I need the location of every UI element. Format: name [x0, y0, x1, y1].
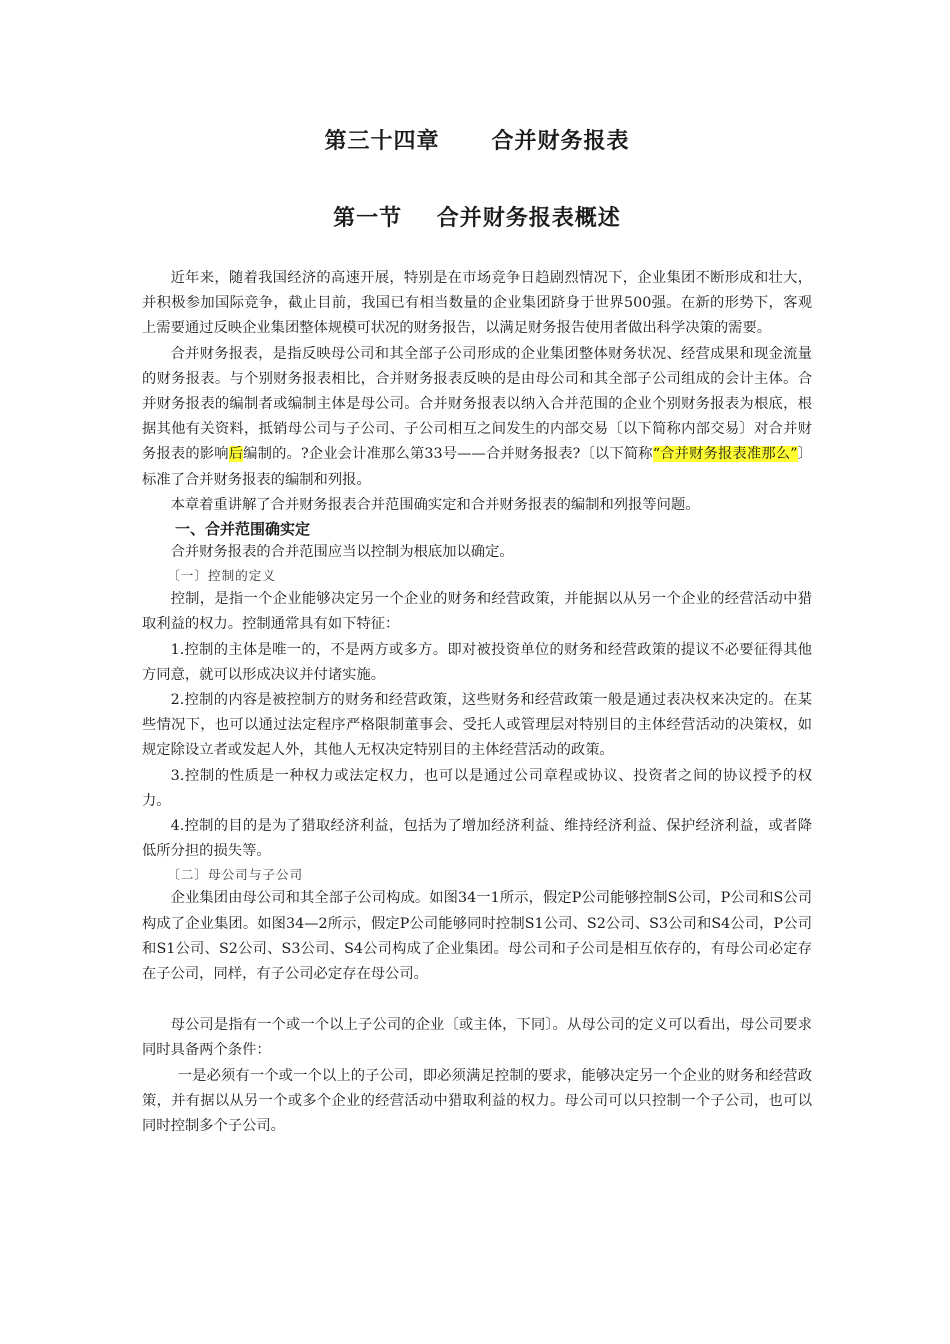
subheading-control-definition: 〔一〕控制的定义	[167, 568, 276, 584]
list-item-control-4: 4.控制的目的是为了猎取经济利益，包括为了增加经济利益、维持经济利益、保护经济利益，或者降低所分担的损失等。	[142, 818, 812, 860]
paragraph-scope: 合并财务报表的合并范围应当以控制为根底加以确定。	[170, 544, 514, 561]
paragraph-chapter-summary: 本章着重讲解了合并财务报表合并范围确实定和合并财务报表的编制和列报等问题。	[170, 496, 700, 513]
highlighted-text: “合并财务报表准那么”	[652, 446, 798, 463]
section-title: 第一节 合并财务报表概述	[333, 206, 621, 231]
paragraph-intro: 近年来，随着我国经济的高速开展，特别是在市场竞争日趋剧烈情况下，企业集团不断形成和壮大，并积极参加国际竞争，截止目前，我国已有相当数量的企业集团跻身于世界500强。在新的形势下，客观上需要通过反映企业集团整体规模可状况的财务报告，以满足财务报告使用者做出科学决策的需要。	[142, 270, 812, 337]
paragraph-enterprise-group: 企业集团由母公司和其全部子公司构成。如图34一1所示，假定P公司能够控制S公司，P公司和S公司构成了企业集团。如图34—2所示，假定P公司能够同时控制S1公司、S2公司、S3公司和S4公司，P公司和S1公司、S2公司、S3公司、S4公司构成了企业集团。母公司和子公司是相互依存的，有母公司必定存在子公司，同样，有子公司必定存在母公司。	[142, 890, 812, 983]
paragraph-definition	[142, 342, 812, 493]
list-item-control-3: 3.控制的性质是一种权力或法定权力，也可以是通过公司章程或协议、投资者之间的协议授予的权力。	[142, 767, 812, 809]
blank-line	[142, 987, 812, 1013]
list-item-control-2: 2.控制的内容是被控制方的财务和经营政策，这些财务和经营政策一般是通过表决权来决定的。在某些情况下，也可以通过法定程序严格限制董事会、受托人或管理层对特别目的主体经营活动的决策权，如规定除设立者或发起人外，其他人无权决定特别目的主体经营活动的政策。	[142, 692, 812, 759]
paragraph-definition-part-3: 〕标准了合并财务报表的编制和列报。	[142, 446, 812, 488]
paragraph-definition-part-2: 编制的。?企业会计准那么第33号——合并财务报表?〔以下简称	[243, 446, 653, 463]
highlighted-text: 后	[228, 446, 244, 463]
subheading-parent-subsidiary: 〔二〕母公司与子公司	[167, 867, 304, 883]
heading-consolidation-scope: 一、合并范围确实定	[175, 520, 311, 539]
paragraph-parent-company: 母公司是指有一个或一个以上子公司的企业〔或主体，下同〕。从母公司的定义可以看出，母公司要求同时具备两个条件：	[142, 1017, 812, 1059]
list-item-control-1: 1.控制的主体是唯一的，不是两方或多方。即对被投资单位的财务和经营政策的提议不必要征得其他方同意，就可以形成决议并付诸实施。	[142, 641, 812, 683]
paragraph-definition-part-1: 合并财务报表，是指反映母公司和其全部子公司形成的企业集团整体财务状况、经营成果和现金流量的财务报表。与个别财务报表相比，合并财务报表反映的是由母公司和其全部子公司组成的会计主体。合并财务报表的编制者或编制主体是母公司。合并财务报表以纳入合并范围的企业个别财务报表为根底，根据其他有关资料，抵销母公司与子公司、子公司相互之间发生的内部交易〔以下简称内部交易〕对合并财务报表的影响	[142, 345, 812, 463]
body-text	[142, 266, 812, 1139]
paragraph-condition-1: 一是必须有一个或一个以上的子公司，即必须满足控制的要求，能够决定另一个企业的财务和经营政策，并有据以从另一个或多个企业的经营活动中猎取利益的权力。母公司可以只控制一个子公司，也可以同时控制多个子公司。	[142, 1067, 812, 1135]
paragraph-control: 控制，是指一个企业能够决定另一个企业的财务和经营政策，并能据以从另一个企业的经营活动中猎取利益的权力。控制通常具有如下特征：	[142, 591, 812, 633]
chapter-title: 第三十四章 合并财务报表	[324, 129, 630, 154]
